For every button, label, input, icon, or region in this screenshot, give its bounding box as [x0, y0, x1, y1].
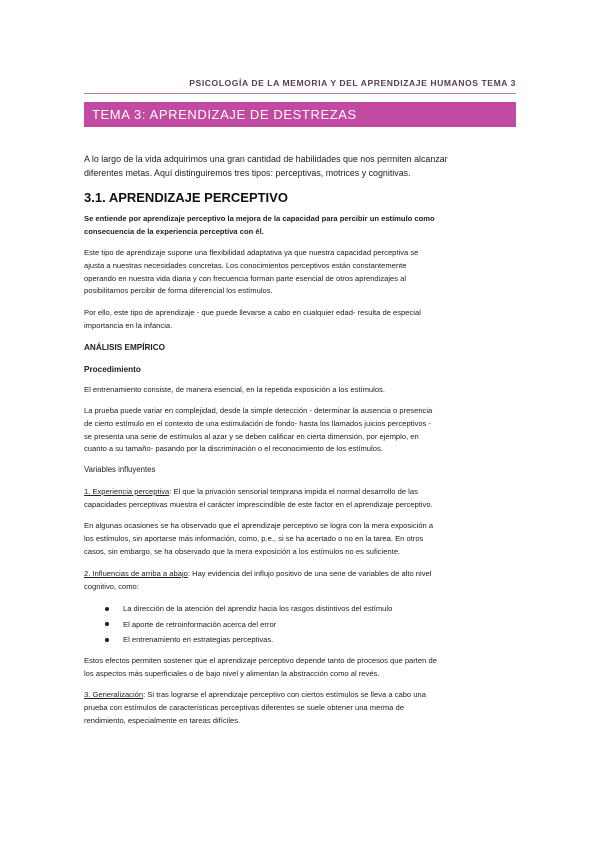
- variable-text: : Hay evidencia del influjo positivo de una serie de variables de alto nivel: [187, 569, 432, 578]
- bullet-list: [105, 603, 505, 650]
- intro-line: diferentes metas. Aquí distinguiremos tres tipos: perceptivas, motrices y cognitivas.: [84, 168, 411, 178]
- paragraph-line: los estímulos, sin aportarse más información, como, p.e., si se ha acertado o no en la tarea. En otros: [84, 533, 424, 543]
- header-divider: [84, 93, 516, 94]
- paragraph-line: consecuencia de la experiencia perceptiva con él.: [84, 226, 264, 236]
- bullet-icon: [105, 607, 109, 611]
- paragraph-line: operando en nuestra vida diaria y con frecuencia forman parte esencial de otros aprendizajes al: [84, 273, 407, 283]
- paragraph-line: [84, 486, 516, 499]
- paragraph-line: importancia en la infancia.: [84, 320, 173, 330]
- paragraph-line: los aspectos más superficiales o de bajo nivel y alimentan la abstracción como al revés.: [84, 668, 380, 678]
- variable-perceptual-experience: [84, 486, 516, 512]
- paragraph-line: ajusta a nuestras necesidades concretas. Los conocimientos perceptivos están constantemente: [84, 260, 407, 270]
- paragraph-line: Por ello, este tipo de aprendizaje - que puede llevarse a cabo en cualquier edad- resulta de especial: [84, 308, 421, 317]
- paragraph-line: casos, sin embargo, se ha observado que la mera exposición a los estímulos no es suficiente.: [84, 546, 401, 556]
- paragraph-line: Este tipo de aprendizaje supone una flexibilidad adaptativa ya que nuestra capacidad perceptiva se: [84, 248, 419, 257]
- list-item-text: El aporte de retroinformación acerca del error: [123, 619, 277, 629]
- procedure-heading: Procedimiento: [84, 365, 141, 374]
- chapter-title-band: [84, 102, 516, 127]
- bullet-icon: [105, 638, 109, 642]
- intro-paragraph: [84, 152, 514, 180]
- exposure-paragraph: [84, 520, 516, 558]
- paragraph-line: prueba con estímulos de características perceptivas diferentes se suele obtener una merma de: [84, 702, 404, 712]
- chapter-title: TEMA 3: APRENDIZAJE DE DESTREZAS: [92, 107, 357, 122]
- paragraph-line: La prueba puede variar en complejidad, desde la simple detección - determinar la ausencia o presencia: [84, 406, 433, 415]
- effects-paragraph: [84, 655, 516, 681]
- variable-label: 3. Generalización: [84, 690, 144, 699]
- variable-text: : El que la privación sensorial temprana impida el normal desarrollo de las: [169, 487, 418, 496]
- paragraph-line: El entrenamiento consiste, de manera esencial, en la repetida exposición a los estímulos.: [84, 385, 385, 394]
- list-item-text: El entrenamiento en estrategias perceptivas.: [123, 635, 274, 645]
- variable-label: 1. Experiencia perceptiva: [84, 487, 170, 496]
- paragraph-line: Se entiende por aprendizaje perceptivo la mejora de la capacidad para percibir un estímulo como: [84, 214, 435, 223]
- test-paragraph: [84, 405, 516, 456]
- variables-heading: Variables influyentes: [84, 465, 156, 474]
- running-head: PSICOLOGÍA DE LA MEMORIA Y DEL APRENDIZAJE HUMANOS TEMA 3: [189, 78, 516, 88]
- paragraph-line: cognitivo, como:: [84, 581, 139, 591]
- bullet-icon: [105, 622, 109, 626]
- paragraph-line: capacidades perceptivas muestra el carácter imprescindible de este factor en el aprendizaje perceptivo.: [84, 499, 433, 509]
- paragraph-line: se presenta una serie de estímulos al azar y se deben calificar en cierta dimensión, por ejemplo, en: [84, 431, 419, 441]
- paragraph-line: cuanto a su tamaño- pasando por la discriminación o el reconocimiento de los estímulos.: [84, 444, 383, 454]
- variable-label: 2. Influencias de arriba a abajo: [84, 569, 188, 578]
- list-item: [105, 603, 505, 619]
- variable-generalization: [84, 689, 516, 727]
- section-title: 3.1. APRENDIZAJE PERCEPTIVO: [84, 190, 288, 205]
- list-item: [105, 634, 505, 650]
- intro-line: A lo largo de la vida adquirimos una gran cantidad de habilidades que nos permiten alcanzar: [84, 154, 448, 164]
- paragraph-line: posibilitarnos percibir de forma diferencial los estímulos.: [84, 286, 273, 296]
- paragraph-line: rendimiento, especialmente en tareas difíciles.: [84, 715, 241, 725]
- definition-paragraph: [84, 213, 516, 239]
- age-paragraph: [84, 307, 516, 333]
- paragraph-line: [84, 568, 516, 581]
- paragraph-line: Estos efectos permiten sostener que el aprendizaje perceptivo depende tanto de procesos que parten de: [84, 656, 437, 665]
- variable-top-down-influences: [84, 568, 516, 594]
- paragraph-line: En algunas ocasiones se ha observado que el aprendizaje perceptivo se logra con la mera exposición a: [84, 521, 434, 530]
- paragraph-line: [84, 689, 516, 702]
- flexibility-paragraph: [84, 247, 516, 298]
- list-item-text: La dirección de la atención del aprendiz hacia los rasgos distintivos del estímulo: [123, 604, 393, 613]
- paragraph-line: de cierto estímulo en el contexto de una estimulación de fondo- hasta los llamados juicios perceptivos -: [84, 418, 431, 428]
- list-item: [105, 619, 505, 635]
- empirical-analysis-heading: ANÁLISIS EMPÍRICO: [84, 343, 165, 352]
- variable-text: : Si tras lograrse el aprendizaje perceptivo con ciertos estímulos se lleva a cabo una: [143, 690, 426, 699]
- procedure-paragraph: [84, 384, 516, 397]
